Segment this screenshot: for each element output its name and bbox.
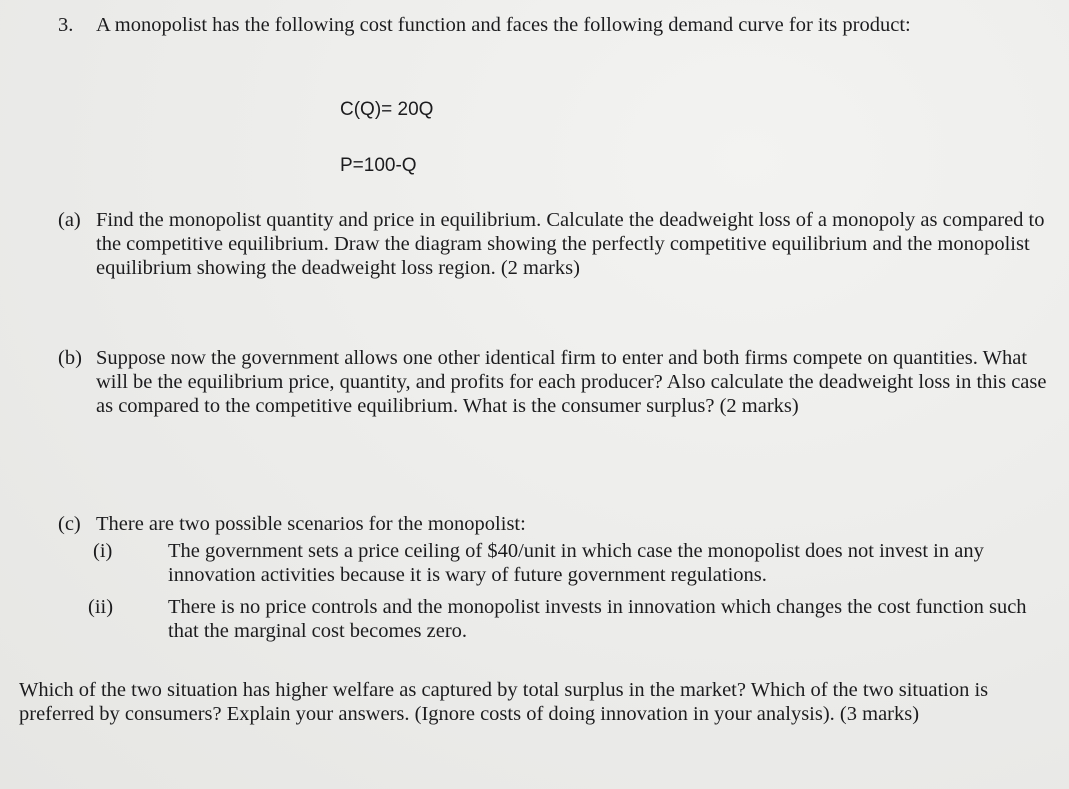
part-a-text: Find the monopolist quantity and price in equilibrium. Calculate the deadweight loss of a monopoly as compared to the competitive equilibrium. Draw the diagram showing the perfectly competitive equilibrium and the monopolist equilibrium showing the deadweight loss region. (2 marks)	[96, 209, 1045, 279]
part-a-label: (a)	[58, 209, 81, 231]
scenario-ii-text: There is no price controls and the monopolist invests in innovation which changes the cost function such that the marginal cost becomes zero.	[168, 596, 1027, 642]
cost-function-equation: C(Q)= 20Q	[340, 99, 434, 120]
part-b-label: (b)	[58, 347, 82, 369]
question-number: 3.	[58, 14, 74, 36]
part-b-text: Suppose now the government allows one other identical firm to enter and both firms compete on quantities. What will be the equilibrium price, quantity, and profits for each producer? Also calculate the deadweight loss in this case as compared to the competitive equilibrium. What is the consumer surplus? (2 marks)	[96, 347, 1047, 417]
part-c-label: (c)	[58, 513, 81, 535]
scenario-i-label: (i)	[93, 540, 113, 562]
demand-curve-equation: P=100-Q	[340, 155, 417, 176]
part-c-text: There are two possible scenarios for the monopolist:	[96, 513, 526, 535]
scenario-i-text: The government sets a price ceiling of $40/unit in which case the monopolist does not invest in any innovation activities because it is wary of future government regulations.	[168, 540, 984, 586]
question-intro: A monopolist has the following cost function and faces the following demand curve for its product:	[96, 14, 911, 36]
scenario-ii-label: (ii)	[88, 596, 114, 618]
final-question-text: Which of the two situation has higher welfare as captured by total surplus in the market? Which of the two situation is preferred by consumers? Explain your answers. (Ignore costs of doing innovation in your analysis). (3 marks)	[19, 679, 989, 725]
